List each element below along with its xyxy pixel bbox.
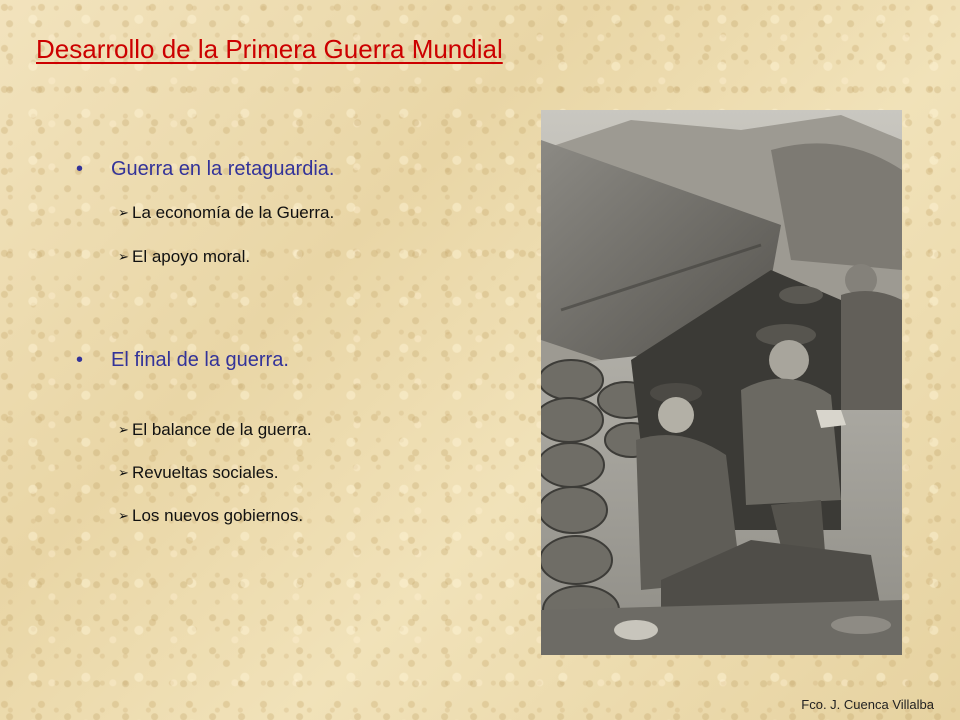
sub-item-label: El apoyo moral.: [132, 247, 251, 266]
arrow-icon: ➢: [118, 465, 129, 480]
sub-item: [118, 463, 278, 483]
trench-soldiers-photo: [541, 110, 902, 655]
arrow-icon: ➢: [118, 508, 129, 523]
bullet-icon: •: [76, 349, 84, 371]
section-heading: Guerra en la retaguardia.: [111, 158, 335, 180]
sub-item: [118, 506, 303, 526]
arrow-icon: ➢: [118, 205, 129, 220]
sub-item-label: El balance de la guerra.: [132, 420, 312, 439]
arrow-icon: ➢: [118, 249, 129, 264]
author-credit: Fco. J. Cuenca Villalba: [801, 697, 934, 712]
arrow-icon: ➢: [118, 422, 129, 437]
bullet-final-guerra: [76, 349, 289, 372]
sub-item-label: Revueltas sociales.: [132, 463, 279, 482]
sub-item: [118, 203, 334, 223]
slide-title: Desarrollo de la Primera Guerra Mundial: [36, 34, 503, 64]
bullet-retaguardia: [76, 158, 334, 181]
sub-item: [118, 247, 250, 267]
sub-item-label: La economía de la Guerra.: [132, 203, 335, 222]
photo-illustration: [541, 110, 902, 655]
bullet-icon: •: [76, 158, 84, 180]
sub-item-label: Los nuevos gobiernos.: [132, 506, 304, 525]
section-heading: El final de la guerra.: [111, 349, 289, 371]
sub-item: [118, 420, 312, 440]
